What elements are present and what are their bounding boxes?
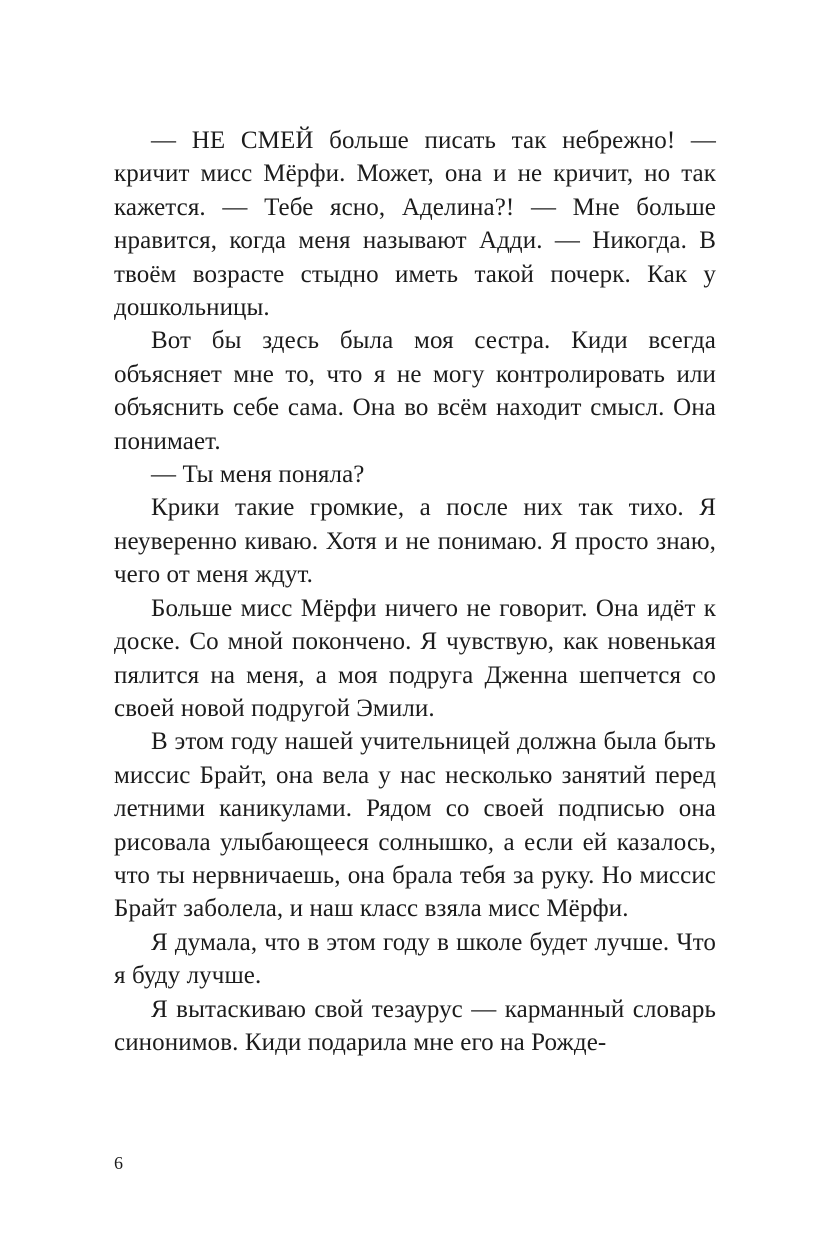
paragraph-shouts: Крики такие громкие, а после них так тихо. Я неуверенно киваю. Хотя и не понимаю. Я просто знаю, чего от меня ждут.: [114, 494, 716, 589]
paragraph-sister: Вот бы здесь была моя сестра. Киди всегда объясняет мне то, что я не могу контролировать или объяснить себе сама. Она во всём находит смысл. Она понимает.: [114, 327, 716, 455]
paragraph-thesaurus: Я вытаскиваю свой тезаурус — карманный словарь синонимов. Киди подарила мне его на Рожде-: [114, 995, 716, 1056]
paragraph-dialogue-murphy: — НЕ СМЕЙ больше писать так небрежно! — кричит мисс Мёрфи. Может, она и не кричит, но так кажется. — Тебе ясно, Аделина?! — Мне больше нравится, когда меня называют Адди. — Никогда. В твоём возрасте стыдно иметь такой почерк. Как у дошкольницы.: [114, 127, 716, 322]
paragraph-dialogue-question: — Ты меня поняла?: [151, 461, 365, 489]
body-text: [114, 124, 716, 1059]
paragraph-hopes: Я думала, что в этом году в школе будет лучше. Что я буду лучше.: [114, 928, 716, 990]
page-number: 6: [114, 1153, 123, 1173]
paragraph-classroom: Больше мисс Мёрфи ничего не говорит. Она идёт к доске. Со мной покончено. Я чувствую, как новенькая пялится на меня, а моя подруга Дженна шепчется со своей новой подругой Эмили.: [114, 594, 716, 722]
paragraph-mrs-bright: В этом году нашей учительницей должна была быть миссис Брайт, она вела у нас несколько занятий перед летними каникулами. Рядом со своей подписью она рисовала улыбающееся солнышко, а если ей казалось, что ты нервничаешь, она брала тебя за руку. Но миссис Брайт заболела, и наш класс взяла мисс Мёрфи.: [114, 728, 716, 923]
